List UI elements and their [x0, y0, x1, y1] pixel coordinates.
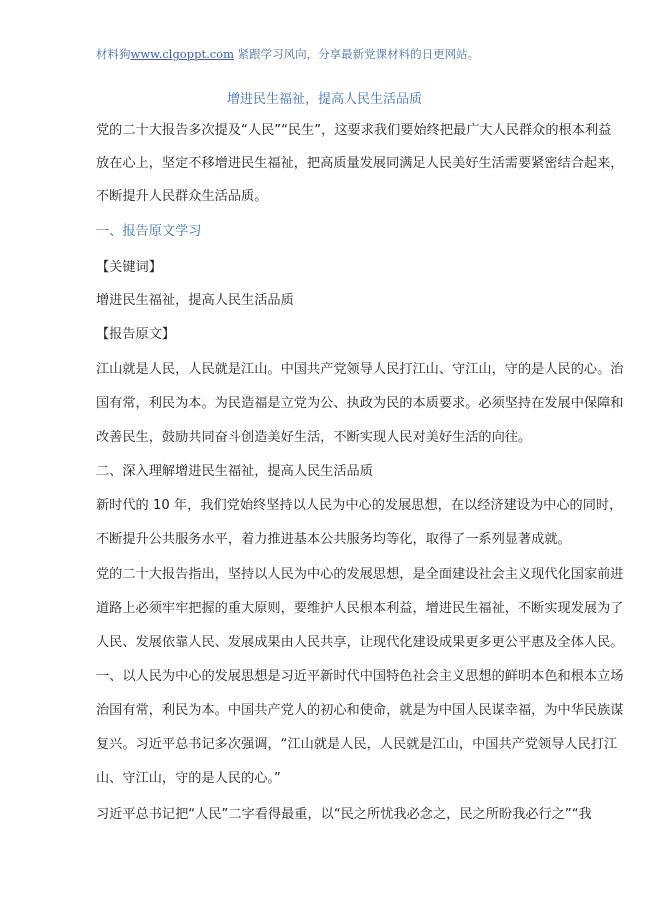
header-banner: [96, 46, 479, 62]
paragraph-line: 党的二十大报告指出，坚持以人民为中心的发展思想，是全面建设社会主义现代化国家前进: [96, 567, 624, 582]
header-suffix: 紧跟学习风向，分享最新党课材料的日更网站。: [234, 47, 480, 61]
section-heading: 二、深入理解增进民生福祉，提高人民生活品质: [96, 464, 373, 479]
paragraph-line: 增进民生福祉，提高人民生活品质: [96, 293, 294, 308]
paragraph-line: 治国有常，利民为本。中国共产党人的初心和使命，就是为中国人民谋幸福，为中华民族谋: [96, 703, 624, 718]
paragraph-line: 山、守江山，守的是人民的心。”: [96, 771, 281, 786]
paragraph-line: 道路上必须牢牢把握的重大原则，要维护人民根本利益，增进民生福祉，不断实现发展为了: [96, 601, 624, 616]
header-prefix: 材料狗: [96, 47, 131, 61]
paragraph-line: 江山就是人民，人民就是江山。中国共产党领导人民打江山、守江山，守的是人民的心。治: [96, 362, 624, 377]
paragraph-line: 放在心上，坚定不移增进民生福祉，把高质量发展同满足人民美好生活需要紧密结合起来，: [96, 156, 624, 171]
paragraph-line: 人民、发展依靠人民、发展成果由人民共享，让现代化建设成果更多更公平惠及全体人民。: [96, 635, 624, 650]
paragraph-line: 国有常，利民为本。为民造福是立党为公、执政为民的本质要求。必须坚持在发展中保障和: [96, 396, 624, 411]
section-heading: 一、报告原文学习: [96, 224, 202, 239]
paragraph-line: 新时代的 10 年，我们党始终坚持以人民为中心的发展思想，在以经济建设为中心的同时，: [96, 498, 623, 513]
document-title: 增进民生福祉，提高人民生活品质: [226, 92, 422, 107]
header-site-link[interactable]: www.clgoppt.com: [130, 47, 234, 61]
paragraph-line: 改善民生，鼓励共同奋斗创造美好生活，不断实现人民对美好生活的向往。: [96, 430, 532, 445]
paragraph-line: 习近平总书记把“人民”二字看得最重，以“民之所忧我必念之，民之所盼我必行之”“我: [96, 807, 592, 822]
paragraph-line: 复兴。习近平总书记多次强调，“江山就是人民，人民就是江山，中国共产党领导人民打江: [96, 737, 618, 752]
paragraph-line: 不断提升公共服务水平，着力推进基本公共服务均等化，取得了一系列显著成就。: [96, 532, 571, 547]
paragraph-line: 一、以人民为中心的发展思想是习近平新时代中国特色社会主义思想的鲜明本色和根本立场: [96, 669, 624, 684]
paragraph-line: 不断提升人民群众生活品质。: [96, 189, 268, 204]
subheading-keywords: 【关键词】: [96, 260, 162, 275]
subheading-report-text: 【报告原文】: [96, 327, 176, 342]
paragraph-line: 党的二十大报告多次提及“人民”“民生”，这要求我们要始终把最广大人民群众的根本利益: [96, 123, 612, 138]
